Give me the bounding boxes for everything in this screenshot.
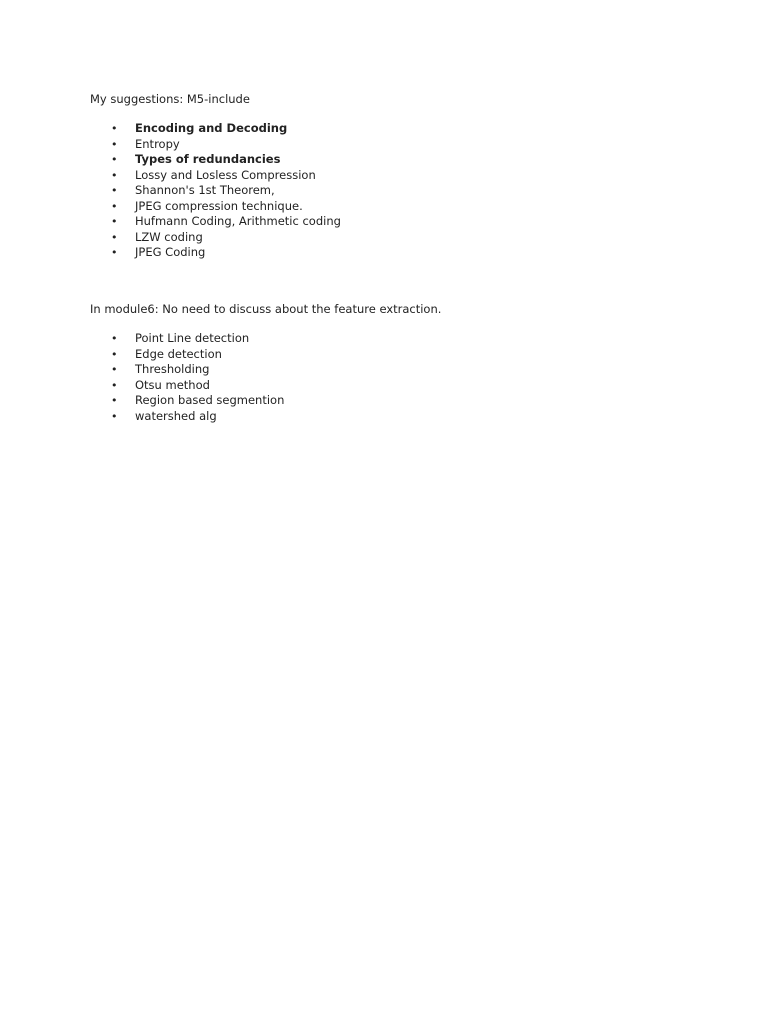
bullet-icon: •: [111, 363, 118, 376]
list-item-text: Shannon's 1st Theorem,: [135, 183, 275, 197]
list-item-text: Encoding and Decoding: [135, 121, 288, 135]
bullet-icon: •: [111, 230, 118, 244]
bullet-icon: •: [111, 153, 118, 166]
bullet-icon: •: [111, 137, 118, 151]
list-item-text: Types of redundancies: [135, 152, 281, 166]
list-item-text: Entropy: [135, 136, 180, 151]
list-item-text: Otsu method: [135, 377, 210, 392]
bullet-icon: •: [111, 215, 118, 228]
suggestions-intro: My suggestions: M5-include: [90, 92, 250, 106]
list-item-text: Edge detection: [135, 346, 222, 361]
list-item-text: Lossy and Losless Compression: [135, 167, 316, 182]
bullet-icon: •: [111, 394, 118, 407]
list-item-text: Region based segmention: [135, 393, 285, 407]
bullet-icon: •: [111, 168, 118, 182]
bullet-icon: •: [111, 378, 118, 392]
module6-intro: In module6: No need to discuss about the feature extraction.: [90, 302, 442, 316]
bullet-icon: •: [111, 199, 118, 213]
bullet-icon: •: [111, 332, 118, 345]
list-item-text: LZW coding: [135, 229, 203, 244]
bullet-icon: •: [111, 122, 118, 135]
list-item-text: JPEG Coding: [135, 245, 206, 259]
list-item-text: JPEG compression technique.: [135, 198, 303, 213]
list-item-text: Thresholding: [135, 362, 210, 376]
bullet-icon: •: [111, 184, 118, 197]
bullet-icon: •: [111, 246, 118, 259]
list-item-text: Hufmann Coding, Arithmetic coding: [135, 214, 341, 228]
list-item-text: Point Line detection: [135, 331, 250, 345]
bullet-icon: •: [111, 347, 118, 361]
list-item-text: watershed alg: [135, 408, 217, 423]
bullet-icon: •: [111, 409, 118, 423]
